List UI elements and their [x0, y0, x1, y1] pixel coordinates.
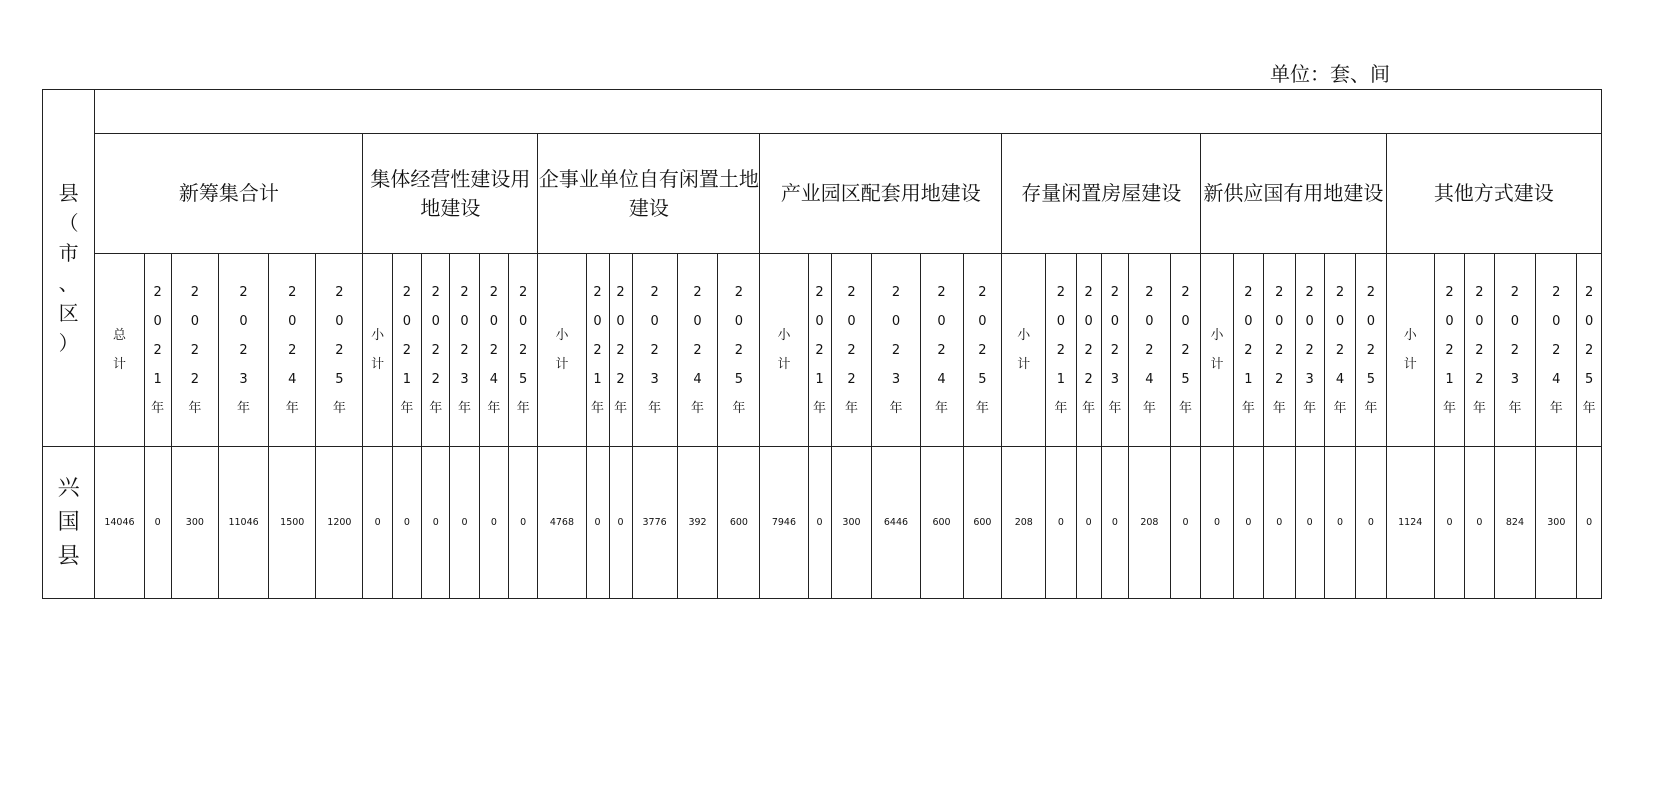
value-cell — [609, 447, 632, 599]
value-cell — [144, 447, 171, 599]
value: 14046 — [104, 517, 135, 528]
value-cell — [479, 447, 508, 599]
year-header — [963, 254, 1002, 447]
sub-header-label: 小计 — [555, 328, 569, 372]
value: 6446 — [883, 517, 909, 528]
value: 0 — [403, 517, 410, 528]
value: 0 — [490, 517, 497, 528]
year-header — [450, 254, 479, 447]
sub-header-label: 2023年 — [458, 284, 472, 416]
year-header — [718, 254, 760, 447]
value: 600 — [973, 517, 992, 528]
year-header — [171, 254, 218, 447]
value: 300 — [1547, 517, 1566, 528]
value: 1500 — [280, 517, 305, 528]
sub-header-label: 小计 — [1210, 328, 1224, 372]
value-cell — [1264, 447, 1295, 599]
value: 1200 — [327, 517, 352, 528]
value-cell — [1076, 447, 1101, 599]
year-header — [1128, 254, 1170, 447]
year-header — [422, 254, 450, 447]
value-cell — [269, 447, 316, 599]
value-cell — [1002, 447, 1046, 599]
year-header — [831, 254, 872, 447]
value-cell — [450, 447, 479, 599]
group-header — [760, 134, 1002, 254]
header-blank-band — [95, 90, 1602, 134]
group-header — [1386, 134, 1601, 254]
value-cell — [1233, 447, 1263, 599]
year-header — [1170, 254, 1200, 447]
sub-header-label: 2021年 — [1054, 284, 1068, 416]
year-header — [872, 254, 920, 447]
year-header — [1295, 254, 1324, 447]
sub-header-label: 2024年 — [1549, 284, 1563, 416]
value-cell — [963, 447, 1002, 599]
value-cell — [1201, 447, 1233, 599]
value-cell — [1324, 447, 1355, 599]
value: 0 — [1182, 517, 1189, 528]
value-cell — [1494, 447, 1536, 599]
value-cell — [218, 447, 268, 599]
sub-header-label: 2025年 — [1582, 284, 1596, 416]
group-header-label: 产业园区配套用地建设 — [780, 181, 981, 205]
year-header — [1465, 254, 1494, 447]
sub-header-label: 2021年 — [400, 284, 414, 416]
value: 824 — [1505, 517, 1525, 528]
value-cell — [1465, 447, 1494, 599]
year-header — [1494, 254, 1536, 447]
value: 4768 — [549, 517, 575, 528]
sub-header-label: 2021年 — [1241, 284, 1255, 416]
value: 0 — [1111, 517, 1118, 528]
value: 0 — [594, 517, 601, 528]
county-name-cell — [43, 447, 95, 599]
year-header — [677, 254, 718, 447]
value: 0 — [1476, 517, 1483, 528]
year-header — [1577, 254, 1602, 447]
value-cell — [1295, 447, 1324, 599]
value-cell — [1170, 447, 1200, 599]
year-header — [586, 254, 609, 447]
sub-header-label: 2024年 — [691, 284, 705, 416]
subtotal-header — [760, 254, 808, 447]
value: 11046 — [228, 517, 259, 528]
group-header — [1201, 134, 1386, 254]
value-cell — [1386, 447, 1434, 599]
value-cell — [718, 447, 760, 599]
value-cell — [872, 447, 920, 599]
value-cell — [808, 447, 831, 599]
subtotal-header — [538, 254, 586, 447]
value-cell — [1128, 447, 1170, 599]
value-cell — [1046, 447, 1076, 599]
year-header — [632, 254, 677, 447]
year-header — [920, 254, 963, 447]
year-header — [1434, 254, 1464, 447]
year-header — [609, 254, 632, 447]
sub-header-label: 2023年 — [889, 284, 903, 416]
group-header-label: 新筹集合计 — [178, 181, 279, 205]
sub-header-label: 2022年 — [844, 284, 858, 416]
value-cell — [1434, 447, 1464, 599]
sub-header-label: 2024年 — [935, 284, 949, 416]
year-header — [269, 254, 316, 447]
sub-header-label: 2021年 — [591, 284, 605, 416]
year-header — [479, 254, 508, 447]
sub-header-label: 2025年 — [1364, 284, 1378, 416]
subtotal-header — [95, 254, 144, 447]
value-cell — [920, 447, 963, 599]
value: 392 — [688, 517, 707, 528]
value-cell — [316, 447, 363, 599]
sub-header-label: 2023年 — [237, 284, 251, 416]
county-header — [43, 90, 95, 447]
sub-header-label: 小计 — [1403, 328, 1417, 372]
value: 300 — [185, 517, 204, 528]
data-table — [42, 89, 1602, 599]
value: 0 — [1245, 517, 1252, 528]
value-cell — [677, 447, 718, 599]
sub-header-label: 2023年 — [648, 284, 662, 416]
value: 0 — [374, 517, 381, 528]
value: 0 — [1337, 517, 1344, 528]
value-cell — [1356, 447, 1386, 599]
sub-header-label: 2022年 — [429, 284, 443, 416]
sub-header-label: 2025年 — [332, 284, 346, 416]
value-cell — [509, 447, 538, 599]
value: 208 — [1014, 517, 1033, 528]
value-cell — [538, 447, 586, 599]
value-cell — [1577, 447, 1602, 599]
county-header-char: 、 — [58, 271, 79, 295]
value: 0 — [617, 517, 624, 528]
value: 3776 — [642, 517, 667, 528]
year-header — [1076, 254, 1101, 447]
value: 0 — [520, 517, 527, 528]
group-header — [1002, 134, 1201, 254]
county-header-char: 县 — [58, 181, 79, 205]
group-header-label: 新供应国有用地建设 — [1203, 181, 1384, 205]
year-header — [392, 254, 421, 447]
year-header — [1324, 254, 1355, 447]
value: 0 — [1446, 517, 1453, 528]
value: 7946 — [771, 517, 797, 528]
value-cell — [1101, 447, 1128, 599]
value: 1124 — [1398, 517, 1423, 528]
value-cell — [422, 447, 450, 599]
value-cell — [171, 447, 218, 599]
year-header — [1264, 254, 1295, 447]
subtotal-header — [1002, 254, 1046, 447]
value: 208 — [1140, 517, 1159, 528]
value: 300 — [842, 517, 861, 528]
group-header-label: 集体经营性建设用地建设 — [370, 166, 531, 220]
sub-header-label: 2024年 — [1142, 284, 1156, 416]
county-header-char: 区 — [58, 301, 79, 325]
year-header — [316, 254, 363, 447]
year-header — [218, 254, 268, 447]
sub-header-label: 2025年 — [732, 284, 746, 416]
sub-header-label: 2022年 — [1472, 284, 1486, 416]
value: 0 — [1306, 517, 1313, 528]
year-header — [1046, 254, 1076, 447]
year-header — [1536, 254, 1577, 447]
sub-header-label: 2025年 — [1179, 284, 1193, 416]
subtotal-header — [1201, 254, 1233, 447]
county-name: 兴国县 — [57, 475, 80, 569]
sub-header-label: 总计 — [112, 328, 126, 372]
value: 600 — [729, 517, 748, 528]
county-header-char: 市 — [58, 241, 79, 265]
value-cell — [95, 447, 144, 599]
value-cell — [831, 447, 872, 599]
value: 0 — [1085, 517, 1092, 528]
county-header-char: ） — [58, 331, 79, 355]
value-cell — [363, 447, 392, 599]
year-header — [144, 254, 171, 447]
sub-header-label: 2024年 — [285, 284, 299, 416]
sub-header-label: 2022年 — [188, 284, 202, 416]
sub-header-label: 小计 — [371, 328, 385, 372]
value-cell — [392, 447, 421, 599]
year-header — [509, 254, 538, 447]
year-header — [1101, 254, 1128, 447]
value: 0 — [816, 517, 823, 528]
county-header-char: （ — [58, 211, 79, 235]
group-header-label: 企事业单位自有闲置土地建设 — [538, 166, 759, 220]
value-cell — [1536, 447, 1577, 599]
sub-header-label: 2021年 — [813, 284, 827, 416]
sub-header-label: 2025年 — [975, 284, 989, 416]
value: 0 — [461, 517, 468, 528]
value: 0 — [1276, 517, 1283, 528]
sub-header-label: 2021年 — [151, 284, 165, 416]
subtotal-header — [1386, 254, 1434, 447]
value: 0 — [1057, 517, 1064, 528]
value-cell — [586, 447, 609, 599]
value: 0 — [432, 517, 439, 528]
sub-header-label: 2025年 — [516, 284, 530, 416]
year-header — [1356, 254, 1386, 447]
sub-header-label: 2023年 — [1108, 284, 1122, 416]
sub-header-label: 小计 — [777, 328, 791, 372]
value: 600 — [932, 517, 951, 528]
year-header — [1233, 254, 1263, 447]
sub-header-label: 2022年 — [614, 284, 628, 416]
value: 0 — [1367, 517, 1374, 528]
sub-header-label: 2023年 — [1303, 284, 1317, 416]
group-header-label: 其他方式建设 — [1433, 181, 1554, 205]
sub-header-label: 2022年 — [1272, 284, 1286, 416]
value: 0 — [1586, 517, 1593, 528]
year-header — [808, 254, 831, 447]
unit-label: 单位：套、间 — [1270, 62, 1390, 86]
group-header — [538, 134, 760, 254]
value-cell — [760, 447, 808, 599]
sub-header-label: 2021年 — [1442, 284, 1456, 416]
value: 0 — [154, 517, 161, 528]
value-cell — [632, 447, 677, 599]
value: 0 — [1213, 517, 1220, 528]
subtotal-header — [363, 254, 392, 447]
sub-header-label: 2024年 — [1333, 284, 1347, 416]
sub-header-label: 小计 — [1017, 328, 1031, 372]
group-header — [363, 134, 538, 254]
sub-header-label: 2022年 — [1082, 284, 1096, 416]
sub-header-label: 2023年 — [1508, 284, 1522, 416]
sub-header-label: 2024年 — [487, 284, 501, 416]
group-header-label: 存量闲置房屋建设 — [1021, 181, 1182, 205]
group-header — [95, 134, 363, 254]
